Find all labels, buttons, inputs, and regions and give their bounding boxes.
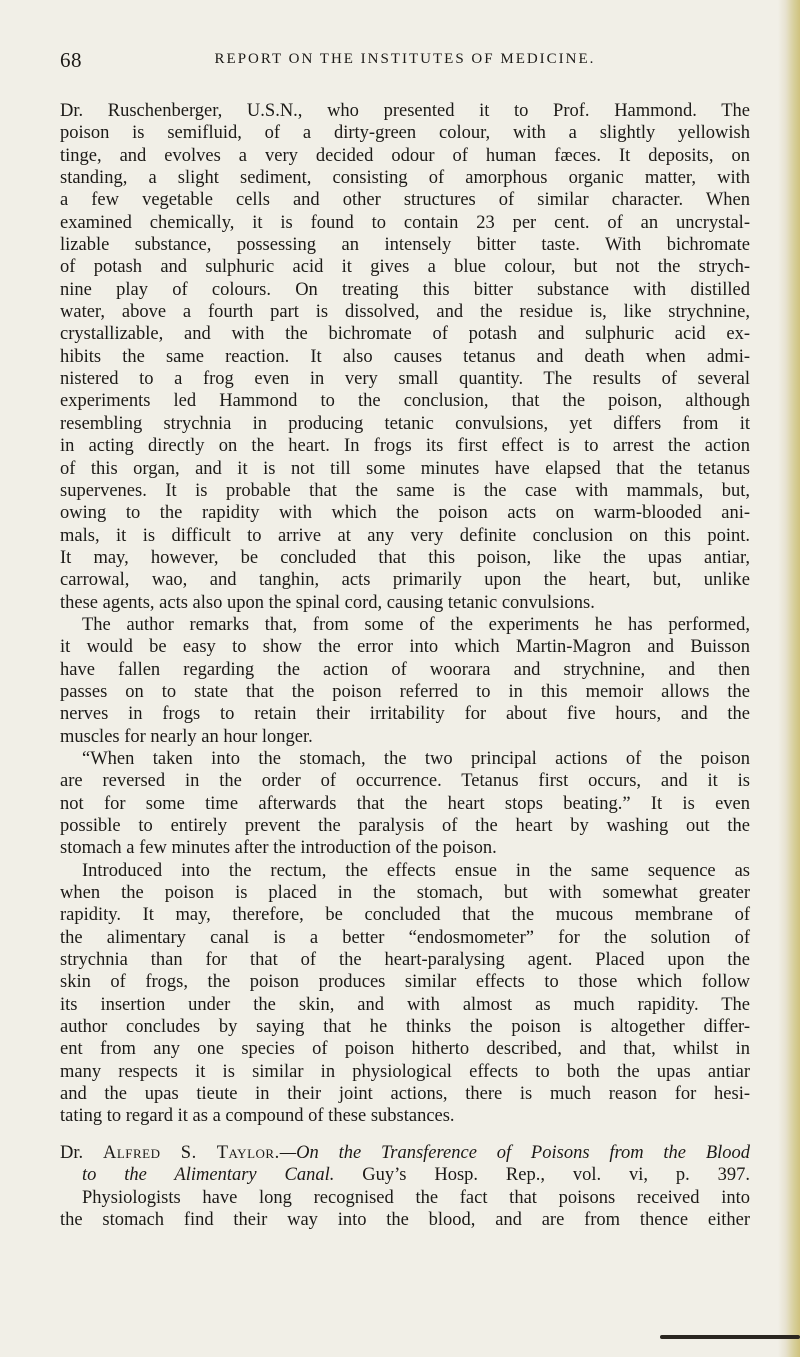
- text-line: It may, however, be concluded that this poison, like the upas antiar,: [60, 547, 750, 568]
- reference-heading-line: [60, 1142, 750, 1164]
- text-line: these agents, acts also upon the spinal cord, causing tetanic convulsions.: [60, 592, 595, 613]
- paragraph-continuation: [60, 100, 750, 614]
- reference-citation: Guy’s Hosp. Rep., vol. vi, p. 397.: [362, 1165, 751, 1186]
- reference-prefix: Dr.: [60, 1142, 84, 1163]
- text-line: Physiologists have long recognised the fact that poisons received into: [82, 1187, 750, 1208]
- reference-citation-line: [60, 1164, 750, 1186]
- text-line: skin of frogs, the poison produces similar effects to those which follow: [60, 972, 750, 993]
- text-line: supervenes. It is probable that the same is the case with mammals, but,: [60, 480, 750, 501]
- text-line: nistered to a frog even in very small quantity. The results of several: [60, 369, 750, 390]
- reference-author: Alfred S. Taylor.: [102, 1142, 280, 1163]
- paragraph-stomach-quote: [60, 748, 750, 860]
- text-line: when the poison is placed in the stomach, but with somewhat greater: [60, 883, 750, 904]
- text-line: examined chemically, it is found to contain 23 per cent. of an uncrystal-: [60, 212, 750, 233]
- page-header: [60, 46, 750, 76]
- text-line: water, above a fourth part is dissolved, and the residue is, like strychnine,: [60, 302, 750, 323]
- text-line: in acting directly on the heart. In frogs its first effect is to arrest the action: [60, 436, 750, 457]
- text-line: many respects it is similar in physiological effects to both the upas antiar: [60, 1061, 750, 1082]
- text-line: nine play of colours. On treating this bitter substance with distilled: [60, 279, 750, 300]
- text-line: have fallen regarding the action of woorara and strychnine, and then: [60, 659, 750, 680]
- text-line: ent from any one species of poison hitherto described, and that, whilst in: [60, 1039, 750, 1060]
- text-line: author concludes by saying that he thinks the poison is altogether differ-: [60, 1017, 750, 1038]
- text-line: not for some time afterwards that the heart stops beating.” It is even: [60, 793, 750, 814]
- paragraph-rectum: [60, 860, 750, 1128]
- body-text: [60, 100, 750, 1231]
- text-line: of this organ, and it is not till some minutes have elapsed that the tetanus: [60, 458, 750, 479]
- text-line: “When taken into the stomach, the two principal actions of the poison: [82, 748, 750, 769]
- text-line: owing to the rapidity with which the poison acts on warm-blooded ani-: [60, 503, 750, 524]
- text-line: stomach a few minutes after the introduction of the poison.: [60, 838, 497, 859]
- text-line: a few vegetable cells and other structures of similar character. When: [60, 190, 750, 211]
- text-line: tinge, and evolves a very decided odour of human fæces. It deposits, on: [60, 145, 750, 166]
- text-line: the stomach find their way into the blood, and are from thence either: [60, 1209, 750, 1230]
- text-line: standing, a slight sediment, consisting of amorphous organic matter, with: [60, 168, 750, 189]
- text-line: poison is semifluid, of a dirty-green colour, with a slightly yellowish: [60, 123, 750, 144]
- running-head: REPORT ON THE INSTITUTES OF MEDICINE.: [214, 51, 596, 67]
- text-line: strychnia than for that of the heart-paralysing agent. Placed upon the: [60, 950, 750, 971]
- page-number: 68: [60, 48, 82, 72]
- text-line: and the upas tieute in their joint actions, there is much reason for hesi-: [60, 1084, 750, 1105]
- reference-title-part1: —On the Transference of Poisons from the Blood: [279, 1142, 751, 1163]
- text-line: lizable substance, possessing an intensely bitter taste. With bichromate: [60, 235, 750, 256]
- text-line: of potash and sulphuric acid it gives a blue colour, but not the strych-: [60, 257, 750, 278]
- page-corner-mark: [660, 1335, 800, 1339]
- text-line: experiments led Hammond to the conclusion, that the poison, although: [60, 391, 750, 412]
- text-line: resembling strychnia in producing tetanic convulsions, yet differs from it: [60, 413, 750, 434]
- reference-title-part2: to the Alimentary Canal.: [82, 1165, 335, 1186]
- text-line: its insertion under the skin, and with almost as much rapidity. The: [60, 994, 750, 1015]
- text-line: hibits the same reaction. It also causes tetanus and death when admi-: [60, 346, 750, 367]
- page-edge-shadow: [778, 0, 800, 1357]
- text-line: passes on to state that the poison referred to in this memoir allows the: [60, 681, 750, 702]
- section-gap: [60, 1128, 750, 1142]
- text-line: muscles for nearly an hour longer.: [60, 726, 313, 747]
- text-line: mals, it is difficult to arrive at any very definite conclusion on this point.: [60, 525, 750, 546]
- text-line: it would be easy to show the error into which Martin-Magron and Buisson: [60, 637, 750, 658]
- text-line: rapidity. It may, therefore, be concluded that the mucous membrane of: [60, 905, 750, 926]
- text-line: nerves in frogs to retain their irritability for about five hours, and the: [60, 704, 750, 725]
- text-line: The author remarks that, from some of the experiments he has performed,: [82, 614, 750, 635]
- text-line: carrowal, wao, and tanghin, acts primarily upon the heart, but, unlike: [60, 570, 750, 591]
- text-line: Dr. Ruschenberger, U.S.N., who presented it to Prof. Hammond. The: [60, 101, 750, 121]
- paragraph-author-remarks: [60, 614, 750, 748]
- text-line: tating to regard it as a compound of these substances.: [60, 1106, 455, 1127]
- text-line: Introduced into the rectum, the effects ensue in the same sequence as: [82, 860, 750, 881]
- text-line: possible to entirely prevent the paralysis of the heart by washing out the: [60, 816, 750, 836]
- text-line: the alimentary canal is a better “endosmometer” for the solution of: [60, 927, 750, 948]
- reference-entry: [60, 1142, 750, 1231]
- text-line: crystallizable, and with the bichromate of potash and sulphuric acid ex-: [60, 324, 750, 345]
- text-line: are reversed in the order of occurrence. Tetanus first occurs, and it is: [60, 771, 750, 792]
